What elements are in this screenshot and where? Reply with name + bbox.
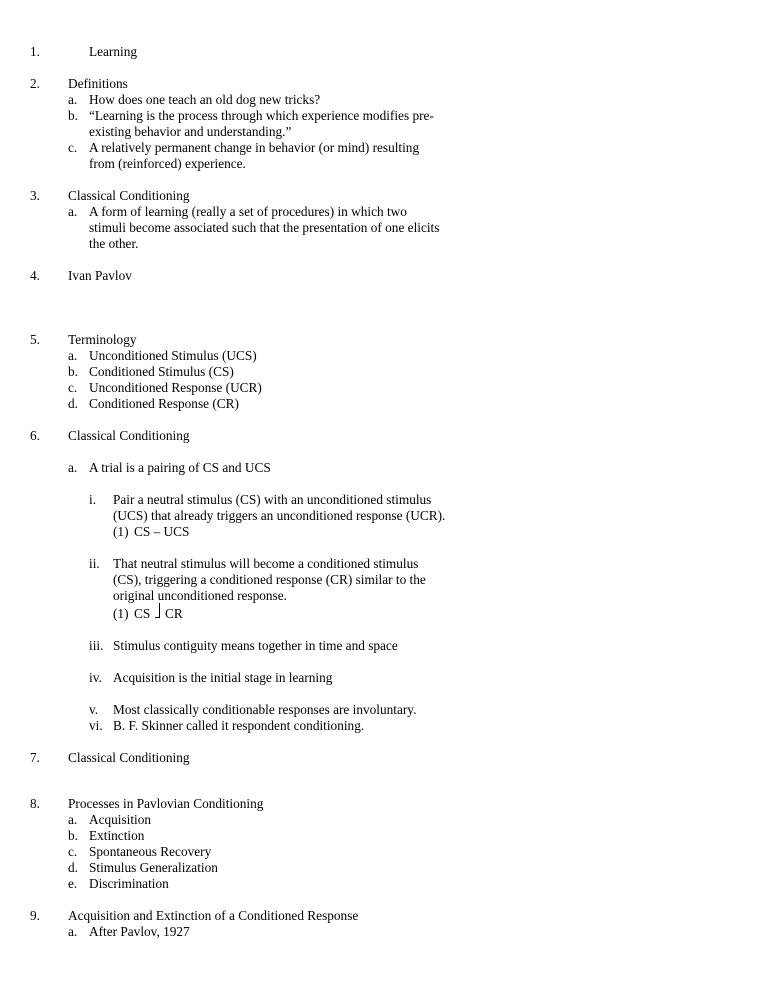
sub-item-text: A trial is a pairing of CS and UCS bbox=[89, 460, 271, 475]
sub-label: c. bbox=[68, 140, 78, 155]
roman-label: v. bbox=[89, 702, 99, 717]
sub-label: b. bbox=[68, 108, 78, 123]
item-number: 8. bbox=[30, 796, 40, 811]
item-number: 5. bbox=[30, 332, 40, 347]
item-heading: Processes in Pavlovian Conditioning bbox=[68, 796, 264, 811]
item-heading: Learning bbox=[89, 44, 137, 59]
sub-item-text: Discrimination bbox=[89, 876, 169, 891]
item-heading: Classical Conditioning bbox=[68, 428, 190, 443]
sub-label: a. bbox=[68, 812, 78, 827]
roman-item-text: Stimulus contiguity means together in time and space bbox=[113, 638, 398, 653]
item-heading: Terminology bbox=[68, 332, 137, 347]
roman-item-text: B. F. Skinner called it respondent conditioning. bbox=[113, 718, 365, 733]
item-number: 3. bbox=[30, 188, 40, 203]
sub-label: a. bbox=[68, 460, 78, 475]
roman-item-text: (CS), triggering a conditioned response (CR) similar to the bbox=[113, 572, 426, 587]
roman-item-text: Pair a neutral stimulus (CS) with an unconditioned stimulus bbox=[113, 492, 432, 507]
sub-label: c. bbox=[68, 844, 78, 859]
item-heading: Classical Conditioning bbox=[68, 188, 190, 203]
sub-item-text: Conditioned Stimulus (CS) bbox=[89, 364, 234, 379]
sub-item-text: Spontaneous Recovery bbox=[89, 844, 212, 859]
sub-item-text: How does one teach an old dog new tricks? bbox=[89, 92, 321, 107]
roman-label: ii. bbox=[89, 556, 100, 571]
item-number: 2. bbox=[30, 76, 40, 91]
roman-item-text: (UCS) that already triggers an unconditioned response (UCR). bbox=[113, 508, 446, 523]
sub-label: c. bbox=[68, 380, 78, 395]
sub-label: a. bbox=[68, 92, 78, 107]
sub-item-text: Unconditioned Response (UCR) bbox=[89, 380, 262, 395]
sub-item-text: After Pavlov, 1927 bbox=[89, 924, 190, 939]
item-number: 4. bbox=[30, 268, 40, 283]
sub-item-text: Extinction bbox=[89, 828, 145, 843]
numeric-sub-text: CR bbox=[165, 606, 183, 621]
sub-item-text: Conditioned Response (CR) bbox=[89, 396, 239, 411]
item-heading: Acquisition and Extinction of a Conditioned Response bbox=[68, 908, 359, 923]
roman-item-text: Acquisition is the initial stage in learning bbox=[113, 670, 333, 685]
sub-item-text: from (reinforced) experience. bbox=[89, 156, 246, 171]
sub-label: d. bbox=[68, 860, 78, 875]
roman-item-text: That neutral stimulus will become a conditioned stimulus bbox=[113, 556, 419, 571]
sub-label: b. bbox=[68, 828, 78, 843]
roman-item-text: original unconditioned response. bbox=[113, 588, 287, 603]
sub-label: d. bbox=[68, 396, 78, 411]
roman-label: iv. bbox=[89, 670, 102, 685]
roman-label: vi. bbox=[89, 718, 103, 733]
roman-label: i. bbox=[89, 492, 97, 507]
numeric-sub-text: CS bbox=[134, 606, 151, 621]
sub-label: a. bbox=[68, 348, 78, 363]
sub-item-text: “Learning is the process through which experience modifies pre- bbox=[89, 108, 434, 123]
item-number: 6. bbox=[30, 428, 40, 443]
arrow-stem bbox=[159, 603, 160, 618]
numeric-sub-text: CS – UCS bbox=[134, 524, 190, 539]
roman-label: iii. bbox=[89, 638, 104, 653]
sub-item-text: Acquisition bbox=[89, 812, 152, 827]
item-heading: Ivan Pavlov bbox=[68, 268, 132, 283]
item-heading: Definitions bbox=[68, 76, 128, 91]
sub-item-text: stimuli become associated such that the presentation of one elicits bbox=[89, 220, 440, 235]
sub-item-text: A form of learning (really a set of procedures) in which two bbox=[89, 204, 407, 219]
sub-label: a. bbox=[68, 924, 78, 939]
numeric-sub-label: (1) bbox=[113, 606, 129, 621]
sub-label: b. bbox=[68, 364, 78, 379]
sub-item-text: existing behavior and understanding.” bbox=[89, 124, 292, 139]
sub-label: e. bbox=[68, 876, 78, 891]
sub-item-text: Stimulus Generalization bbox=[89, 860, 218, 875]
item-number: 1. bbox=[30, 44, 40, 59]
sub-item-text: Unconditioned Stimulus (UCS) bbox=[89, 348, 257, 363]
item-heading: Classical Conditioning bbox=[68, 750, 190, 765]
numeric-sub-label: (1) bbox=[113, 524, 129, 539]
arrow-foot bbox=[155, 617, 160, 618]
roman-item-text: Most classically conditionable responses are involuntary. bbox=[113, 702, 417, 717]
sub-item-text: the other. bbox=[89, 236, 139, 251]
item-number: 7. bbox=[30, 750, 40, 765]
sub-label: a. bbox=[68, 204, 78, 219]
sub-item-text: A relatively permanent change in behavior (or mind) resulting bbox=[89, 140, 420, 155]
item-number: 9. bbox=[30, 908, 40, 923]
